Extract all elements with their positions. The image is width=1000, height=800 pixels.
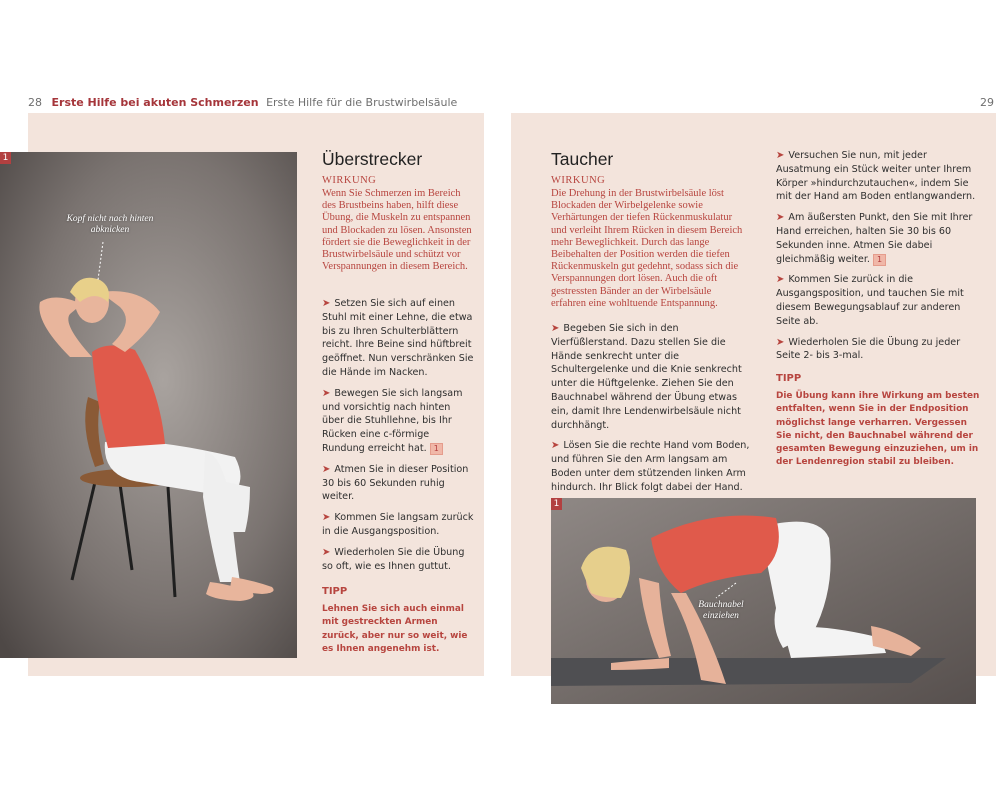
step-item (551, 439, 751, 494)
photo-illustration (551, 498, 976, 704)
step-text: Begeben Sie sich in den Vierfüßlerstand. Dazu stellen Sie die Hände senkrecht unter die Schultergelenke und die Knie senkrecht unter die Hüftgelenke. Ziehen Sie den Bauchnabel während der Übung etwas ein, damit Ihre Lendenwirbelsäule nicht durchhängt. (551, 323, 742, 431)
section-title: Erste Hilfe bei akuten Schmerzen (51, 96, 259, 109)
running-header-left (28, 96, 457, 109)
arrow-icon: ➤ (322, 298, 331, 309)
step-text: Lösen Sie die rechte Hand vom Boden, und führen Sie den Arm langsam am Boden unter dem stützenden linken Arm hindurch. Ihr Blick folgt dabei der Hand. (551, 440, 750, 493)
arrow-icon: ➤ (551, 440, 560, 452)
step-text: Versuchen Sie nun, mit jeder Ausatmung ein Stück weiter unter Ihrem Körper »hindurchzutauchen«, indem Sie mit der Hand am Boden entlangwandern. (776, 150, 976, 203)
photo-badge: 1 (551, 498, 562, 510)
step-item (776, 336, 980, 364)
step-item (322, 463, 474, 504)
arrow-icon: ➤ (776, 212, 785, 224)
photo-badge: 1 (0, 152, 11, 164)
photo-caption: Bauchnabel einziehen (698, 600, 744, 621)
tip-heading: TIPP (322, 586, 348, 597)
step-item (776, 149, 980, 204)
step-text: Atmen Sie in dieser Position 30 bis 60 Sekunden ruhig weiter. (322, 463, 469, 503)
tip-heading: TIPP (776, 373, 802, 384)
arrow-icon: ➤ (776, 150, 785, 161)
step-item (322, 546, 474, 574)
exercise-intro: Die Drehung in der Brustwirbelsäule löst Blockaden der Wirbelgelenke sowie Verhärtungen der tiefen Rückenmuskulatur und verleiht Ihrem Rücken in diesem Bereich mehr Beweglichkeit. Durch das lange Beibehalten der Position werden die tiefen Rückenmuskeln gut gedehnt, sodass sich die Verspannungen dort lösen. Auch die oft gestressten Bänder an der Wirbelsäule erfahren eine wohltuende Entspannung. (551, 188, 743, 309)
tip-text: Die Übung kann ihre Wirkung am besten entfalten, wenn Sie in der Endposition möglichst lange verharren. Vergessen Sie nicht, den Bauchnabel während der gesamten Bewegung einzuziehen, um in der Lendenregion stabil zu bleiben. (776, 391, 980, 468)
step-item (551, 322, 751, 432)
photo-caption: Kopf nicht nach hinten abknicken (66, 214, 154, 235)
tip-text: Lehnen Sie sich auch einmal mit gestreckten Armen zurück, aber nur so weit, wie es Ihnen angenehm ist. (322, 604, 468, 654)
photo-chair-stretch (0, 152, 297, 658)
exercise-title: Überstrecker (322, 149, 423, 169)
exercise-steps-continued (776, 149, 980, 370)
arrow-icon: ➤ (551, 323, 560, 334)
arrow-icon: ➤ (322, 512, 331, 524)
step-item (322, 387, 474, 456)
page-number-left: 28 (28, 96, 42, 109)
page-number-right: 29 (980, 96, 994, 109)
step-text: Setzen Sie sich auf einen Stuhl mit einer Lehne, die etwa bis zu Ihren Schulterblättern reicht. Ihre Beine sind hüftbreit geöffnet. Nun verschränken Sie die Hände im Nacken. (322, 298, 474, 378)
arrow-icon: ➤ (322, 463, 331, 475)
step-text: Kommen Sie langsam zurück in die Ausgangsposition. (322, 512, 474, 537)
step-text: Bewegen Sie sich langsam und vorsichtig nach hinten über die Stuhllehne, bis Ihr Rücken eine c-förmige Rundung erreicht hat. (322, 387, 463, 454)
step-text: Am äußersten Punkt, den Sie mit Ihrer Hand erreichen, halten Sie 30 bis 60 Sekunden inne. Atmen Sie dabei gleichmäßig weiter. (776, 212, 973, 265)
effect-label: WIRKUNG (322, 175, 377, 186)
effect-label: WIRKUNG (551, 175, 606, 186)
arrow-icon: ➤ (322, 387, 331, 399)
arrow-icon: ➤ (322, 546, 331, 558)
arrow-icon: ➤ (776, 336, 785, 348)
exercise-steps (551, 322, 751, 502)
arrow-icon: ➤ (776, 274, 785, 286)
exercise-intro: Wenn Sie Schmerzen im Bereich des Brustbeins haben, hilft diese Übung, die Muskeln zu entspannen und Blockaden zu lösen. Ansonsten fördert sie die Beweglichkeit in der Brustwirbelsäule und schützt vor Verspannungen in diesem Bereich. (322, 188, 472, 273)
subsection-title: Erste Hilfe für die Brustwirbelsäule (266, 96, 458, 109)
image-reference-badge: 1 (430, 443, 443, 455)
step-item (776, 273, 980, 328)
step-text: Wiederholen Sie die Übung so oft, wie es Ihnen guttut. (322, 546, 465, 572)
step-item (776, 211, 980, 266)
step-item (322, 511, 474, 539)
exercise-steps (322, 297, 474, 580)
step-text: Wiederholen Sie die Übung zu jeder Seite 2- bis 3-mal. (776, 336, 961, 362)
step-item (322, 297, 474, 380)
exercise-title: Taucher (551, 149, 614, 169)
image-reference-badge: 1 (873, 254, 886, 266)
step-text: Kommen Sie zurück in die Ausgangsposition, und tauchen Sie mit diesem Bewegungsablauf zur anderen Seite ab. (776, 274, 964, 327)
photo-all-fours-stretch (551, 498, 976, 704)
